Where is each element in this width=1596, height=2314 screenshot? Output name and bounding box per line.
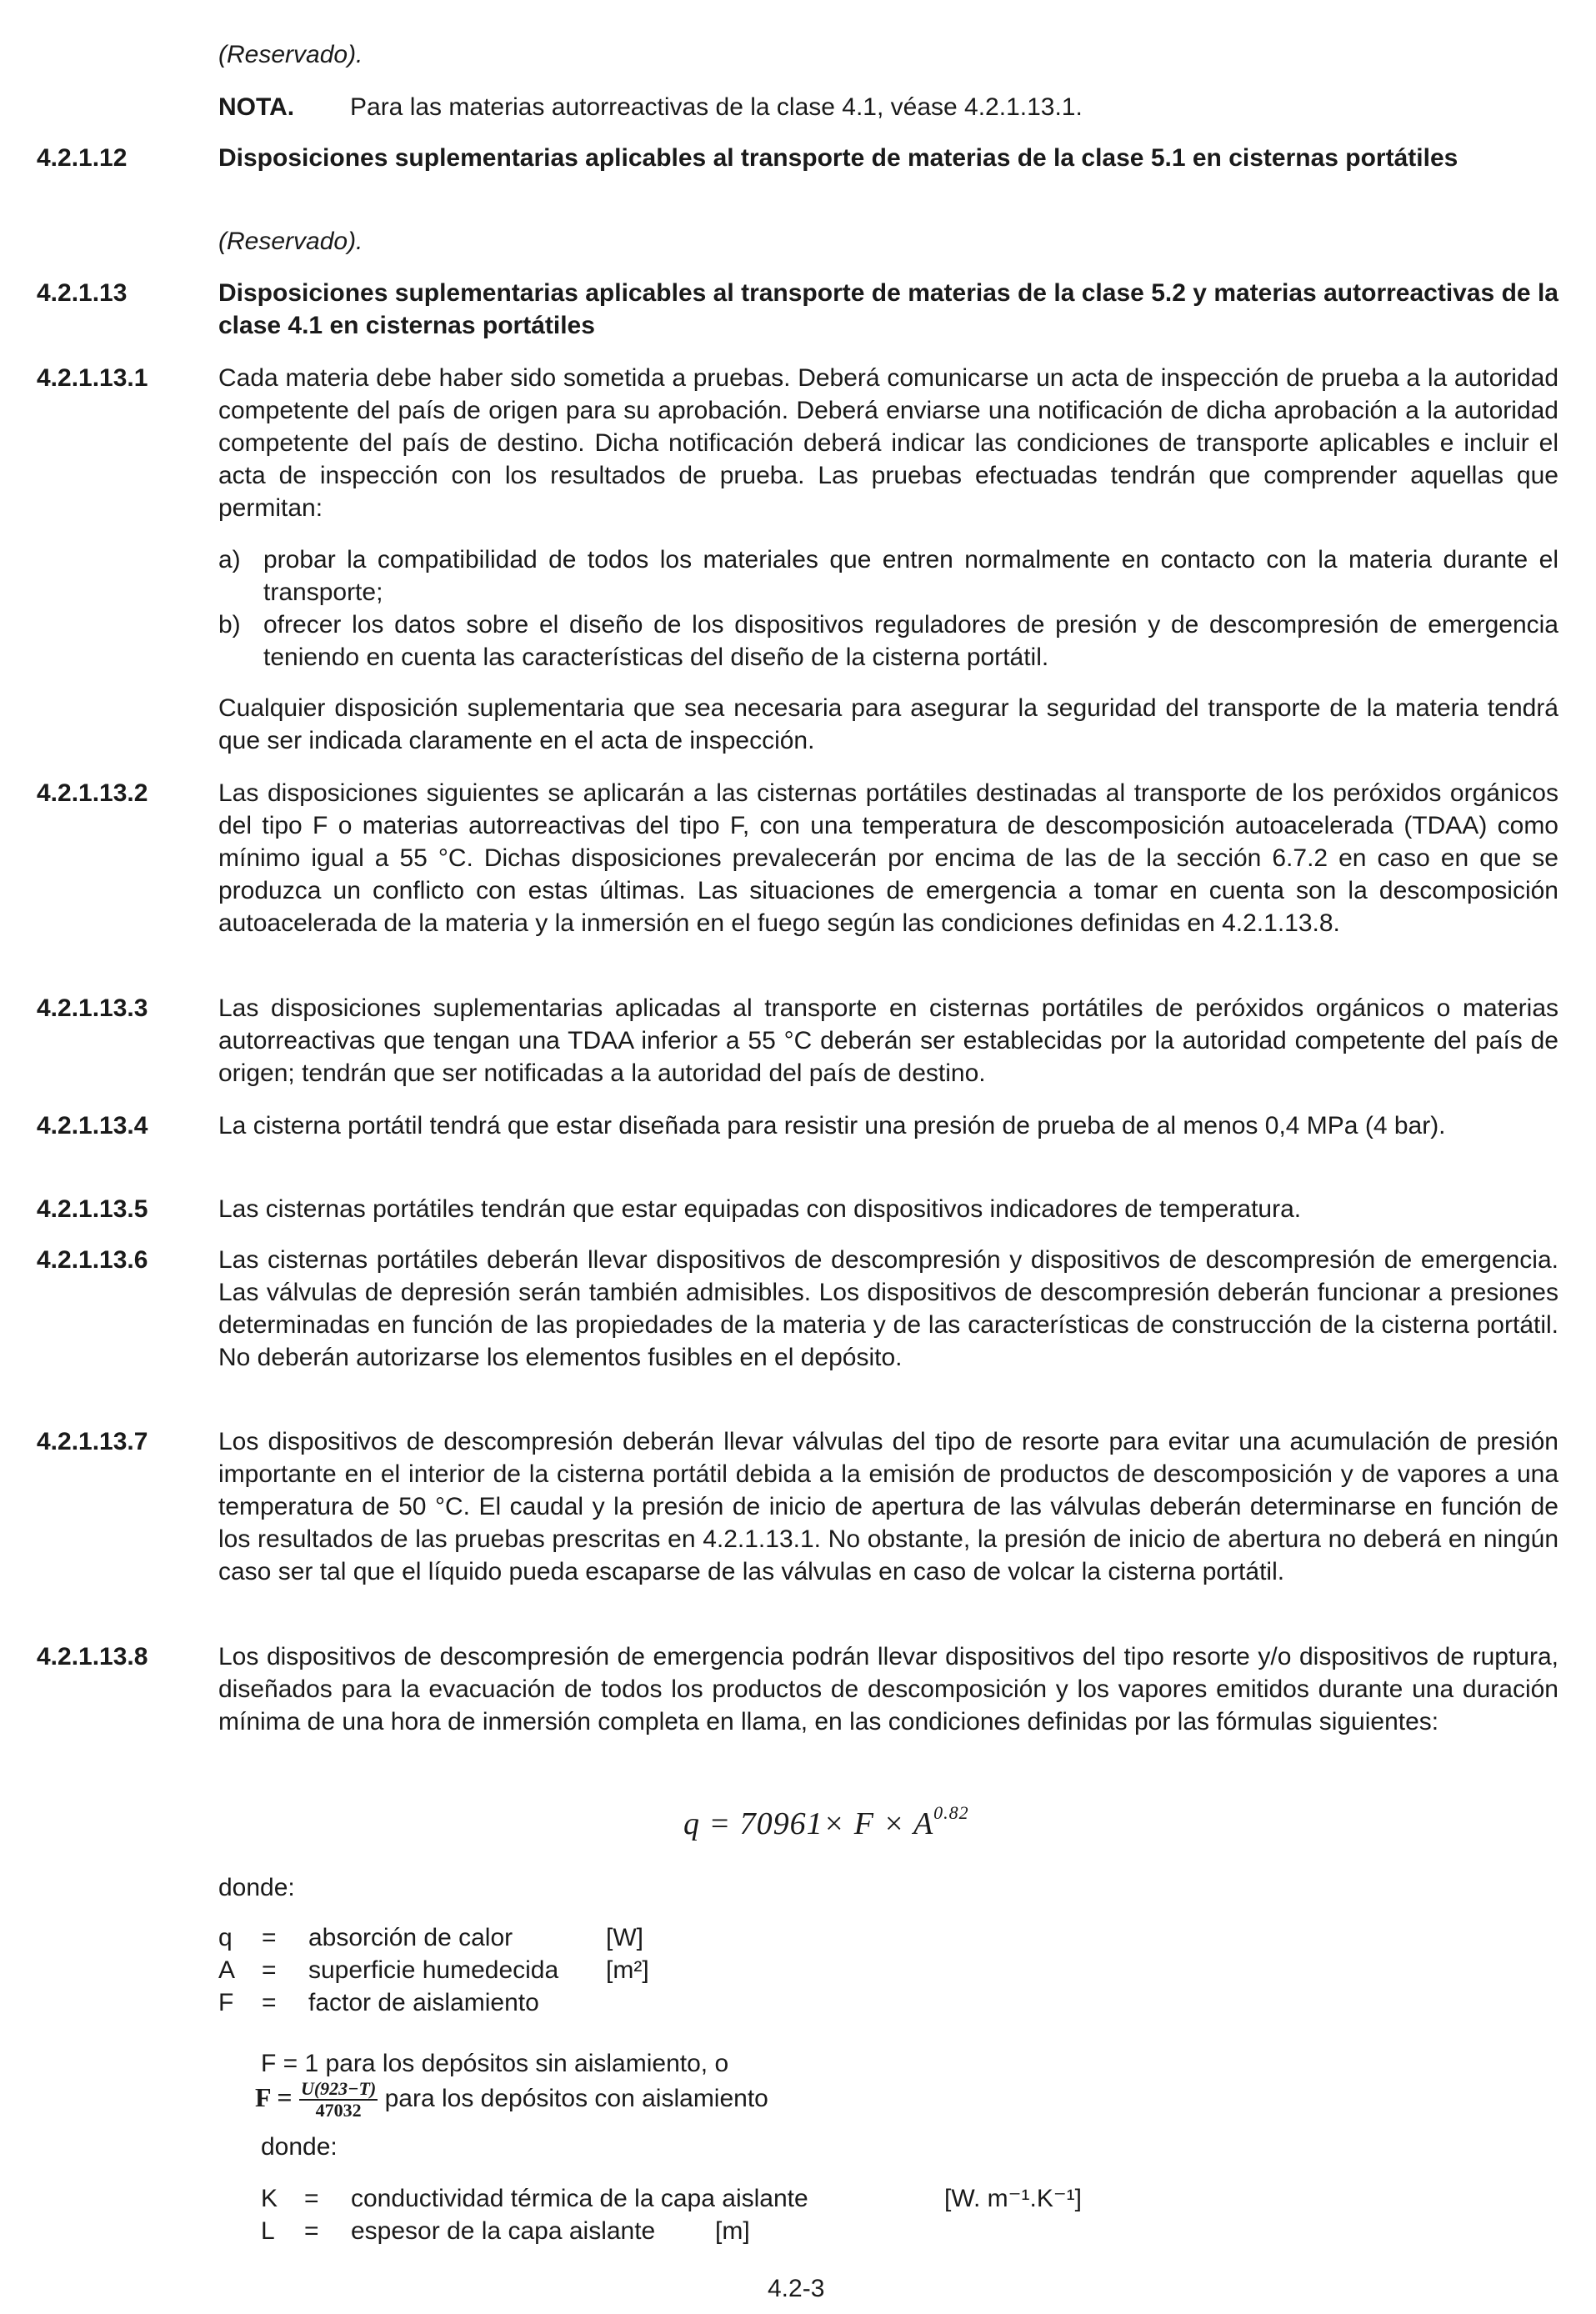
list-item	[218, 609, 1558, 674]
donde-label-2: donde:	[261, 2133, 338, 2161]
definition-description: espesor de la capa aislante	[351, 2217, 656, 2245]
insulation-factor-line-1: F = 1 para los depósitos sin aislamiento, o	[261, 2050, 729, 2077]
section-number-4-2-1-13-5: 4.2.1.13.5	[37, 1195, 148, 1223]
section-number-4-2-1-12: 4.2.1.12	[37, 144, 128, 172]
definition-equals: =	[304, 2185, 319, 2212]
definition-unit: [m]	[715, 2217, 750, 2245]
definition-equals: =	[304, 2217, 319, 2245]
heat-absorption-formula	[683, 1796, 969, 1841]
insulation-factor-line-2	[255, 2079, 768, 2121]
definition-symbol: L	[261, 2217, 275, 2245]
section-number-4-2-1-13-7: 4.2.1.13.7	[37, 1428, 148, 1455]
donde-label: donde:	[218, 1874, 295, 1901]
definition-description: superficie humedecida	[308, 1956, 559, 1984]
list-item	[218, 543, 1558, 609]
fraction-numerator: U(923−T)	[300, 2078, 377, 2099]
formula-main: q = 70961× F × A	[683, 1806, 934, 1841]
paragraph-4-2-1-13-8: Los dispositivos de descompresión de emergencia podrán llevar dispositivos del tipo resorte y/o dispositivos de ruptura, diseñados para la evacuación de todos los productos de descomposición y los vapores emitidos durante una duración mínima de una hora de inmersión completa en llama, en las condiciones definidas por las fórmulas siguientes:	[218, 1643, 1558, 1736]
paragraph-4-2-1-13-6: Las cisternas portátiles deberán llevar dispositivos de descompresión y dispositivos de descompresión de emergencia. Las válvulas de depresión serán también admisibles. Los dispositivos de descompresión deberán funcionar a presiones determinadas en función de las propiedades de la materia y de las características de construcción de la cisterna portátil. No deberán autorizarse los elementos fusibles en el depósito.	[218, 1246, 1558, 1371]
paragraph-4-2-1-13-1: Cada materia debe haber sido sometida a pruebas. Deberá comunicarse un acta de inspección de prueba a la autoridad competente del país de origen para su aprobación. Deberá enviarse una notificación de dicha aprobación a la autoridad competente del país de destino. Dicha notificación deberá indicar las condiciones de transporte aplicables e incluir el acta de inspección con los resultados de prueba. Las pruebas efectuadas tendrán que comprender aquellas que permitan:	[218, 364, 1558, 522]
fraction-lhs: F =	[255, 2081, 293, 2112]
note	[218, 91, 1558, 123]
definition-equals: =	[262, 1956, 277, 1984]
definition-description: conductividad térmica de la capa aislante	[351, 2185, 808, 2212]
section-number-4-2-1-13-1: 4.2.1.13.1	[37, 364, 148, 392]
section-number-4-2-1-13-2: 4.2.1.13.2	[37, 779, 148, 807]
section-number-4-2-1-13-6: 4.2.1.13.6	[37, 1246, 148, 1274]
paragraph-4-2-1-13-7: Los dispositivos de descompresión deberán llevar válvulas del tipo de resorte para evitar una acumulación de presión importante en el interior de la cisterna portátil debida a la emisión de productos de descomposición y de vapores a una temperatura de 50 °C. El caudal y la presión de inicio de apertura de las válvulas deberán determinarse en función de los resultados de las pruebas prescritas en 4.2.1.13.1. No obstante, la presión de inicio de abertura no deberá en ningún caso ser tal que el líquido pueda escaparse de las válvulas en caso de volcar la cisterna portátil.	[218, 1428, 1558, 1585]
definition-symbol: K	[261, 2185, 278, 2212]
fraction-after-text: para los depósitos con aislamiento	[384, 2084, 768, 2112]
definition-unit: [m²]	[606, 1956, 649, 1984]
reserved-text-4-2-1-12: (Reservado).	[218, 228, 363, 255]
paragraph-4-2-1-13-5: Las cisternas portátiles tendrán que estar equipadas con dispositivos indicadores de temperatura.	[218, 1195, 1302, 1223]
definition-description: absorción de calor	[308, 1924, 513, 1951]
section-number-4-2-1-13-3: 4.2.1.13.3	[37, 994, 148, 1022]
paragraph-4-2-1-13-1-after: Cualquier disposición suplementaria que sea necesaria para asegurar la seguridad del transporte de la materia tendrá que ser indicada claramente en el acta de inspección.	[218, 694, 1558, 754]
list-item-text: probar la compatibilidad de todos los materiales que entren normalmente en contacto con la materia durante el transporte;	[263, 546, 1558, 606]
paragraph-4-2-1-13-4: La cisterna portátil tendrá que estar diseñada para resistir una presión de prueba de al menos 0,4 MPa (4 bar).	[218, 1112, 1446, 1139]
fraction-denominator: 47032	[315, 2100, 362, 2121]
definition-unit: [W. m⁻¹.K⁻¹]	[944, 2185, 1082, 2212]
definition-description: factor de aislamiento	[308, 1989, 539, 2016]
list-marker: b)	[218, 611, 241, 639]
section-title-4-2-1-13: Disposiciones suplementarias aplicables al transporte de materias de la clase 5.2 y materias autorreactivas de la clase 4.1 en cisternas portátiles	[218, 279, 1558, 339]
paragraph-4-2-1-13-2: Las disposiciones siguientes se aplicarán a las cisternas portátiles destinadas al transporte de los peróxidos orgánicos del tipo F o materias autorreactivas del tipo F, con una temperatura de descomposición autoacelerada (TDAA) como mínimo igual a 55 °C. Dichas disposiciones prevalecerán por encima de las de la sección 6.7.2 en caso en que se produzca un conflicto con estas últimas. Las situaciones de emergencia a tomar en cuenta son la descomposición autoacelerada de la materia y la inmersión en el fuego según las condiciones definidas en 4.2.1.13.8.	[218, 779, 1558, 937]
section-number-4-2-1-13: 4.2.1.13	[37, 279, 128, 307]
page-number: 4.2-3	[768, 2275, 825, 2302]
list-marker: a)	[218, 546, 241, 573]
definition-unit: [W]	[606, 1924, 643, 1951]
paragraph-4-2-1-13-3: Las disposiciones suplementarias aplicadas al transporte en cisternas portátiles de peróxidos orgánicos o materias autorreactivas que tengan una TDAA inferior a 55 °C deberán ser establecidas por la autoridad competente del país de origen; tendrán que ser notificadas a la autoridad del país de destino.	[218, 994, 1558, 1087]
insulation-fraction	[299, 2079, 378, 2121]
definition-equals: =	[262, 1924, 277, 1951]
section-number-4-2-1-13-4: 4.2.1.13.4	[37, 1112, 148, 1139]
formula-exponent: 0.82	[933, 1802, 969, 1823]
definition-symbol: F	[218, 1989, 234, 2016]
section-number-4-2-1-13-8: 4.2.1.13.8	[37, 1643, 148, 1670]
note-text: Para las materias autorreactivas de la clase 4.1, véase 4.2.1.13.1.	[350, 93, 1083, 121]
test-list	[218, 543, 1558, 674]
section-title-4-2-1-12: Disposiciones suplementarias aplicables al transporte de materias de la clase 5.1 en cisternas portátiles	[218, 144, 1458, 172]
list-item-text: ofrecer los datos sobre el diseño de los dispositivos reguladores de presión y de descompresión de emergencia teniendo en cuenta las características del diseño de la cisterna portátil.	[263, 611, 1558, 671]
definition-symbol: A	[218, 1956, 236, 1984]
note-label: NOTA.	[218, 93, 295, 121]
reserved-text: (Reservado).	[218, 41, 363, 68]
definition-equals: =	[262, 1989, 277, 2016]
definition-symbol: q	[218, 1924, 233, 1951]
